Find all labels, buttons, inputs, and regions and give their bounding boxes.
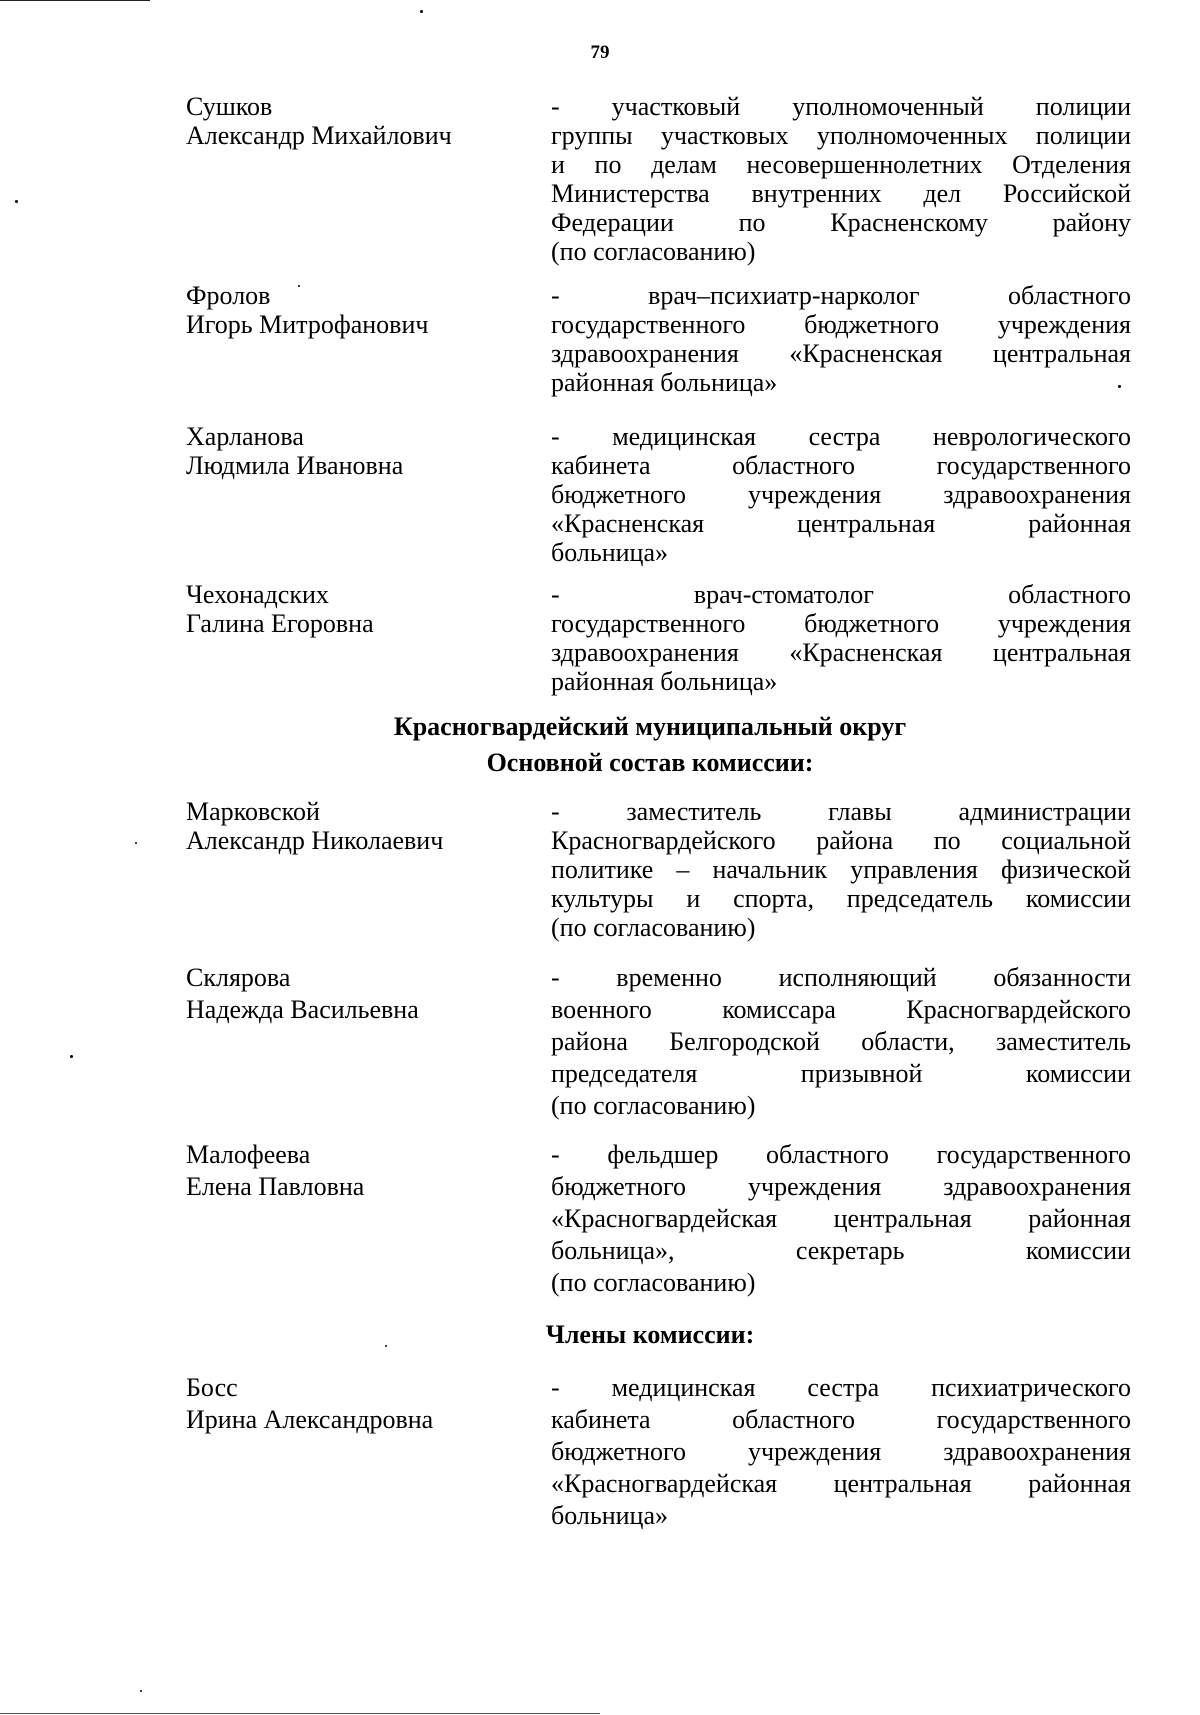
list-item — [186, 1139, 1131, 1299]
role-line: (по согласованию) — [551, 913, 756, 942]
role-line: государственного бюджетного учреждения — [551, 310, 1131, 339]
role-line: Министерства внутренних дел Российской — [551, 179, 1131, 208]
scan-speck — [298, 285, 300, 287]
main-composition-heading: Основной состав комиссии: — [486, 748, 814, 777]
surname: Босс — [186, 1373, 238, 1402]
role-line: председателя призывной комиссии — [551, 1059, 1131, 1088]
given-name: Игорь Митрофанович — [186, 310, 429, 339]
role-line: здравоохранения «Красненская центральная — [551, 638, 1131, 667]
given-name: Ирина Александровна — [186, 1405, 434, 1434]
scan-speck — [1118, 385, 1121, 388]
role-line: Красногвардейского района по социальной — [551, 826, 1131, 855]
role-line: - медицинская сестра психиатрического — [551, 1373, 1131, 1402]
member-role — [551, 797, 1131, 942]
role-line: районная больница» — [551, 667, 778, 696]
list-item — [186, 281, 1131, 397]
member-name — [186, 422, 551, 567]
list-item — [186, 797, 1131, 942]
surname: Чехонадских — [186, 580, 329, 609]
scan-speck — [140, 1690, 142, 1692]
given-name: Александр Михайлович — [186, 121, 452, 150]
role-line: военного комиссара Красногвардейского — [551, 995, 1131, 1024]
member-name — [186, 281, 551, 397]
list-item — [186, 962, 1131, 1122]
given-name: Людмила Ивановна — [186, 451, 404, 480]
surname: Сушков — [186, 92, 273, 121]
scan-edge-top — [0, 0, 150, 1]
role-line: больница», секретарь комиссии — [551, 1236, 1131, 1265]
member-name — [186, 1139, 551, 1299]
role-line: (по согласованию) — [551, 237, 756, 266]
member-role — [551, 281, 1131, 397]
member-name — [186, 1372, 551, 1532]
role-line: - заместитель главы администрации — [551, 797, 1131, 826]
surname: Марковской — [186, 797, 320, 826]
role-line: больница» — [551, 538, 668, 567]
role-line: культуры и спорта, председатель комиссии — [551, 884, 1131, 913]
district-heading: Красногвардейский муниципальный округ — [393, 712, 907, 741]
role-line: бюджетного учреждения здравоохранения — [551, 480, 1131, 509]
role-line: - участковый уполномоченный полиции — [551, 92, 1131, 121]
role-line: кабинета областного государственного — [551, 1405, 1131, 1434]
scan-edge-bottom — [0, 1713, 600, 1714]
role-line: здравоохранения «Красненская центральная — [551, 339, 1131, 368]
given-name: Елена Павловна — [186, 1172, 365, 1201]
role-line: (по согласованию) — [551, 1268, 756, 1297]
role-line: «Красногвардейская центральная районная — [551, 1204, 1131, 1233]
given-name: Надежда Васильевна — [186, 995, 419, 1024]
member-role — [551, 1372, 1131, 1532]
member-name — [186, 92, 551, 266]
scan-speck — [15, 200, 18, 203]
role-line: кабинета областного государственного — [551, 451, 1131, 480]
list-item — [186, 580, 1131, 696]
member-role — [551, 92, 1131, 266]
role-line: бюджетного учреждения здравоохранения — [551, 1172, 1131, 1201]
page-number: 79 — [590, 42, 610, 63]
member-name — [186, 797, 551, 942]
role-line: - врач–психиатр-нарколог областного — [551, 281, 1131, 310]
role-line: районная больница» — [551, 368, 778, 397]
role-line: - медицинская сестра неврологического — [551, 422, 1131, 451]
role-line: политике – начальник управления физической — [551, 855, 1131, 884]
list-item — [186, 92, 1131, 266]
role-line: группы участковых уполномоченных полиции — [551, 121, 1131, 150]
member-role — [551, 1139, 1131, 1299]
role-line: больница» — [551, 1501, 668, 1530]
surname: Малофеева — [186, 1140, 311, 1169]
surname: Склярова — [186, 963, 291, 992]
members-heading: Члены комиссии: — [545, 1320, 755, 1349]
scan-speck — [420, 10, 423, 13]
role-line: государственного бюджетного учреждения — [551, 609, 1131, 638]
member-role — [551, 580, 1131, 696]
role-line: - фельдшер областного государственного — [551, 1140, 1131, 1169]
role-line: бюджетного учреждения здравоохранения — [551, 1437, 1131, 1466]
scan-speck — [70, 1055, 73, 1058]
member-role — [551, 962, 1131, 1122]
role-line: района Белгородской области, заместитель — [551, 1027, 1131, 1056]
given-name: Александр Николаевич — [186, 826, 444, 855]
role-line: «Красненская центральная районная — [551, 509, 1131, 538]
role-line: и по делам несовершеннолетних Отделения — [551, 150, 1131, 179]
surname: Харланова — [186, 422, 304, 451]
member-name — [186, 962, 551, 1122]
surname: Фролов — [186, 281, 271, 310]
scan-speck — [385, 1345, 387, 1347]
role-line: Федерации по Красненскому району — [551, 208, 1131, 237]
role-line: «Красногвардейская центральная районная — [551, 1469, 1131, 1498]
given-name: Галина Егоровна — [186, 609, 374, 638]
role-line: (по согласованию) — [551, 1091, 756, 1120]
scan-speck — [135, 842, 137, 844]
member-role — [551, 422, 1131, 567]
list-item — [186, 422, 1131, 567]
role-line: - временно исполняющий обязанности — [551, 963, 1131, 992]
role-line: - врач-стоматолог областного — [551, 580, 1131, 609]
list-item — [186, 1372, 1131, 1532]
member-name — [186, 580, 551, 696]
